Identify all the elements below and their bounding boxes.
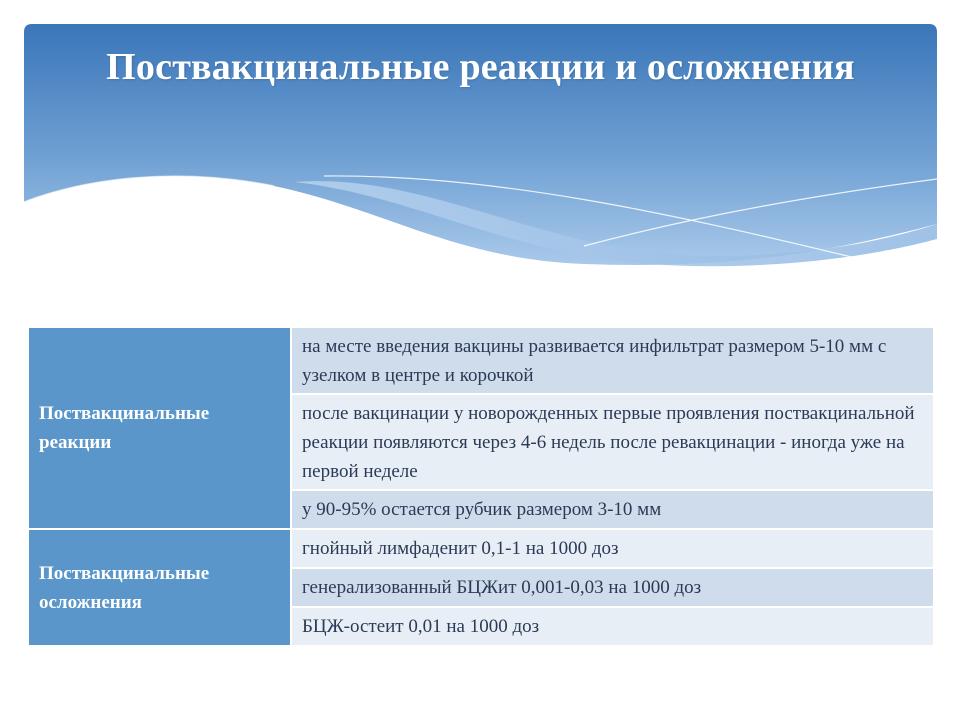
reactions-table — [29, 328, 933, 647]
table-cell: генерализованный БЦЖит 0,001-0,03 на 1000 доз — [291, 568, 933, 607]
group-label-complications: Поствакцинальные осложнения — [29, 529, 291, 646]
group-label-reactions: Поствакцинальные реакции — [29, 328, 291, 529]
table-cell: на месте введения вакцины развивается инфильтрат размером 5-10 мм с узелком в центре и корочкой — [291, 328, 933, 394]
table-cell: БЦЖ-остеит 0,01 на 1000 доз — [291, 607, 933, 646]
reactions-table-container — [29, 328, 933, 647]
slide-title: Поствакцинальные реакции и осложнения — [106, 46, 855, 88]
table-row — [29, 328, 933, 394]
table-cell: у 90-95% остается рубчик размером 3-10 мм — [291, 490, 933, 529]
table-cell: после вакцинации у новорожденных первые проявления поствакцинальной реакции появляются через 4-6 недель после ревакцинации - иногда уже на первой неделе — [291, 394, 933, 490]
table-row — [29, 529, 933, 568]
table-cell: гнойный лимфаденит 0,1-1 на 1000 доз — [291, 529, 933, 568]
